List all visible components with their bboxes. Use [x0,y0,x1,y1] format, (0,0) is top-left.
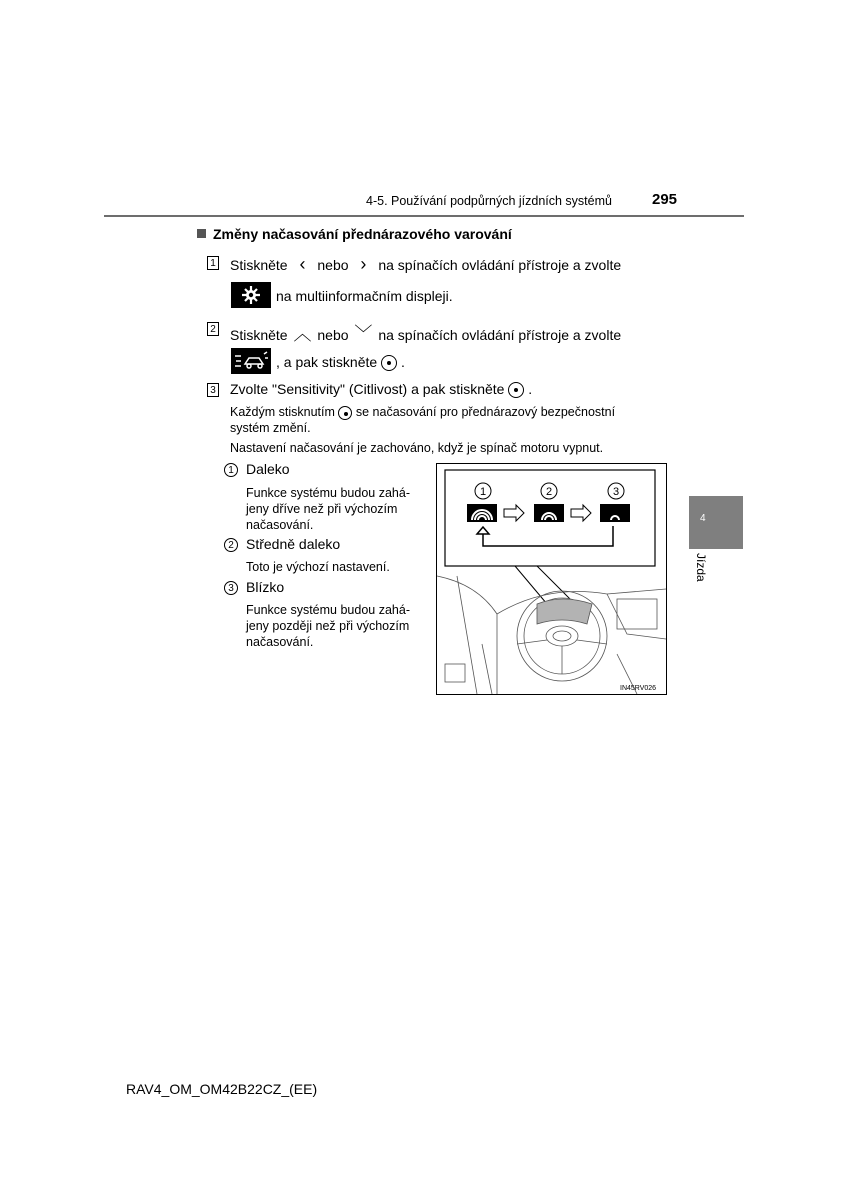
step-1-line2: na multiinformačním displeji. [276,288,453,304]
subsection-heading: Změny načasování přednárazového varování [197,226,512,242]
ok-button-icon [381,355,397,371]
manual-code: RAV4_OM_OM42B22CZ_(EE) [126,1081,318,1097]
step-1-line1: Stiskněte ‹ nebo › na spínačích ovládání přístroje a zvolte [230,254,622,274]
option-2-desc: Toto je výchozí nastavení. [246,560,390,574]
step-number-2: 2 [207,322,219,336]
steering-logo [553,631,571,641]
option-1-desc: Funkce systému budou zahá- jeny dříve než při výchozím načasování. [246,486,410,532]
ok-button-icon [508,382,524,398]
chevron-down-icon: ﹀ [354,324,373,344]
dashboard-drawing [437,576,666,694]
sensitivity-far-icon [467,504,497,522]
chevron-right-icon: › [360,254,367,274]
ok-button-icon [338,406,352,420]
instrument-cluster [537,599,592,624]
label-1: 1 [479,486,487,498]
dashboard-illustration [437,464,666,694]
note-retained: Nastavení načasování je zachováno, když je spínač motoru vypnut. [230,441,604,455]
option-3-desc: Funkce systému budou zahá- jeny později než při výchozím načasování. [246,603,410,649]
chapter-label: Jízda [694,553,708,582]
option-1-title: 1 Daleko [224,461,290,477]
illustration-frame [436,463,667,695]
step-2-line2: , a pak stiskněte . [276,354,405,370]
chevron-up-icon: ︿ [293,324,312,344]
bullet-square-icon [197,229,206,238]
option-3-title: 3 Blízko [224,579,284,595]
settings-gear-icon [231,282,271,308]
chevron-left-icon: ‹ [299,254,306,274]
sensitivity-mid-icon [534,504,564,522]
section-title: 4-5. Používání podpůrných jízdních systémů [366,194,612,208]
label-2: 2 [545,486,553,498]
step-3-line: Zvolte "Sensitivity" (Citlivost) a pak stiskněte . [230,381,533,397]
note-press: Každým stisknutím se načasování pro přednárazový bezpečnostní systém změní. [230,405,616,435]
step-2-line1: Stiskněte ︿ nebo ﹀ na spínačích ovládání přístroje a zvolte [230,320,621,346]
option-2-title: 2 Středně daleko [224,536,340,552]
page-number: 295 [652,191,678,208]
step-number-3: 3 [207,383,219,397]
header-rule [104,215,744,217]
pre-collision-icon [231,348,271,374]
step-number-1: 1 [207,256,219,270]
chapter-number: 4 [700,513,706,524]
figure-code: IN45RV026 [620,685,657,692]
sensitivity-near-icon [600,504,630,522]
label-3: 3 [612,486,620,498]
chapter-tab [689,496,743,549]
